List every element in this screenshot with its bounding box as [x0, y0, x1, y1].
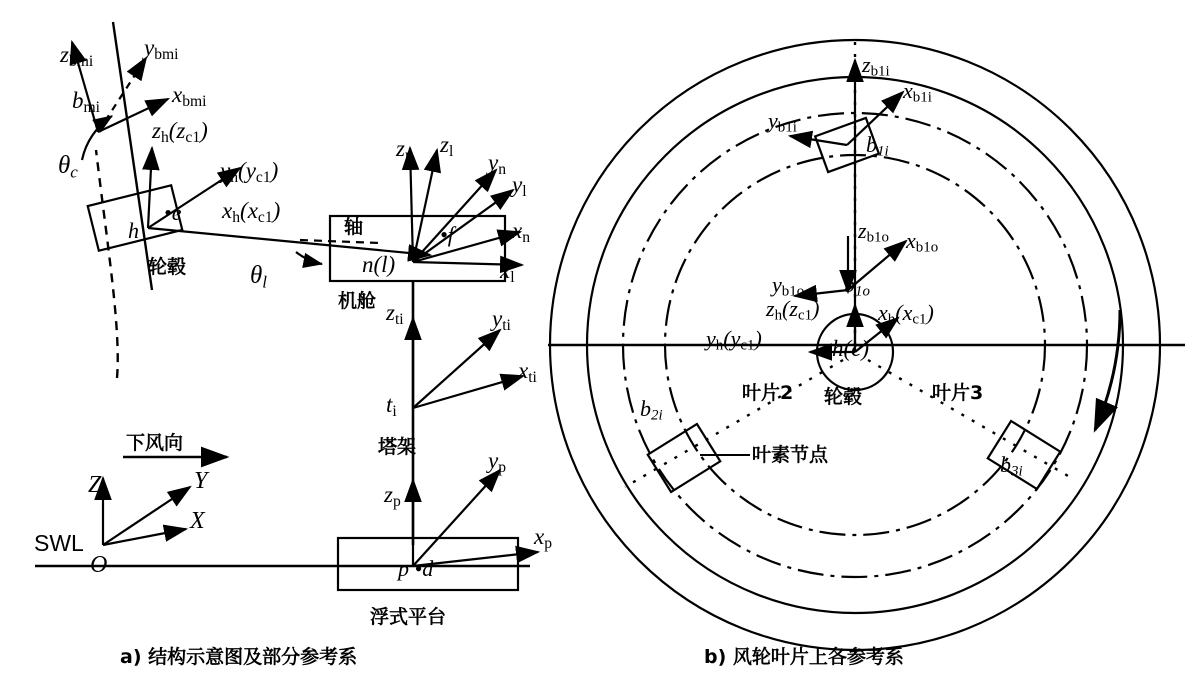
caption-left: a) 结构示意图及部分参考系 — [120, 646, 358, 668]
caption-right: b) 风轮叶片上各参考系 — [704, 646, 904, 668]
label-x-p: $x_p$ — [534, 524, 553, 552]
label-blade-element-node: 叶素节点 — [752, 444, 829, 466]
label-x-ti: $x_{ti}$ — [518, 358, 537, 386]
label-b-1i: b1i — [866, 132, 889, 160]
label-b-2i: b2i — [640, 396, 663, 424]
label-y-bmi: $y_{bmi}$ — [144, 35, 179, 63]
label-b-3i: b3i — [1000, 452, 1023, 480]
label-z-h: $z_h(z_{c1})$ — [152, 118, 208, 146]
label-x-l: $x_l$ — [500, 258, 515, 286]
label-b-1o: b1o — [844, 272, 870, 300]
label-y-b1i: $y_{b1i}$ — [768, 108, 797, 136]
label-e-point: •e — [164, 200, 182, 225]
label-x-b1o: $x_{b1o}$ — [906, 228, 939, 256]
label-z-b1i: $z_{b1i}$ — [862, 52, 890, 80]
label-y-h: $y_h(y_{c1})$ — [220, 158, 279, 186]
label-axis: 轴 — [344, 216, 364, 238]
label-y-l: $y_l$ — [512, 172, 527, 200]
label-z-ti: $z_{ti}$ — [386, 300, 404, 328]
label-t-i-node: $t_i$ — [386, 392, 397, 420]
label-O-origin: O — [90, 552, 108, 578]
label-y-h-right: $y_h(y_{c1})$ — [706, 326, 762, 354]
label-blade2: 叶片2 — [742, 382, 794, 404]
label-p-d-node: p •d — [398, 556, 434, 581]
label-blade3: 叶片3 — [932, 382, 984, 404]
label-b-mi: $b_{mi}$ — [72, 88, 100, 116]
label-X-axis: X — [190, 508, 205, 534]
label-z-p: $z_p$ — [384, 482, 401, 510]
label-h-point: h — [128, 218, 139, 243]
label-z-bmi: $z_{bmi}$ — [60, 42, 94, 70]
label-x-n: $x_n$ — [512, 218, 531, 246]
label-x-b1i: $x_{b1i}$ — [903, 78, 932, 106]
label-h-c-node: h(c) — [832, 336, 870, 361]
label-y-ti: $y_{ti}$ — [492, 306, 511, 334]
label-theta-c: θc — [58, 152, 78, 182]
label-y-n: $y_n$ — [488, 150, 507, 178]
label-theta-l: θl — [250, 262, 268, 292]
label-Z-axis: Z — [88, 472, 102, 498]
label-z-b1o: $z_{b1o}$ — [858, 218, 889, 246]
label-z-h-right: $z_h(z_{c1})$ — [766, 296, 820, 324]
label-platform: 浮式平台 — [370, 606, 447, 628]
label-downwind: 下风向 — [126, 432, 184, 454]
label-hub-right: 轮毂 — [824, 386, 863, 408]
label-Y-axis: Y — [194, 468, 208, 494]
label-f-point: •f — [440, 222, 454, 247]
label-z-n: $z_n$ — [396, 136, 413, 164]
label-x-bmi: $x_{bmi}$ — [172, 82, 207, 110]
label-tower: 塔架 — [378, 436, 417, 458]
label-n-l-node: n(l) — [362, 252, 396, 277]
label-z-l: $z_l$ — [440, 132, 454, 160]
label-swl: SWL — [34, 530, 84, 556]
label-x-h-right: $x_h(x_{c1})$ — [878, 300, 934, 328]
label-y-b1o: $y_{b1o}$ — [772, 272, 805, 300]
label-nacelle: 机舱 — [338, 290, 377, 312]
label-y-p: $y_p$ — [488, 448, 507, 476]
label-x-h: $x_h(x_{c1})$ — [222, 198, 281, 226]
label-hub-left: 轮毂 — [148, 256, 187, 278]
